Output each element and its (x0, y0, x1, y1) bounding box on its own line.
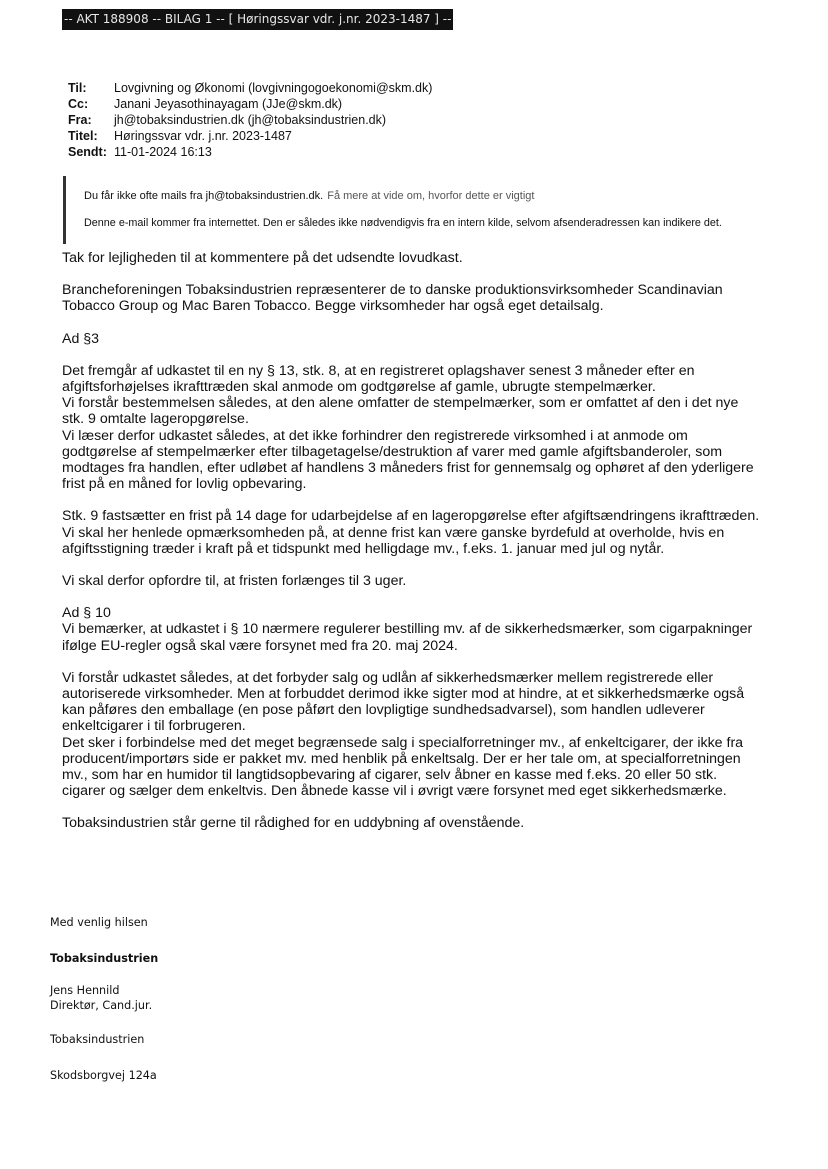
body-sentence: Vi forstår bestemmelsen således, at den alene omfatter de stempelmærker, som er omfattet af den i det nye stk. 9 omtalte lageropgørelse. (62, 395, 739, 428)
header-cc (68, 96, 342, 112)
header-to (68, 80, 432, 96)
notice-text: Du får ikke ofte mails fra jh@tobaksindustrien.dk. (84, 190, 324, 202)
body-paragraph (62, 363, 762, 493)
notice-bar (63, 176, 66, 244)
notice-line-2: Denne e-mail kommer fra internettet. Den er således ikke nødvendigvis fra en intern kilde, selvom afsenderadressen kan indikere det. (84, 217, 722, 229)
section-heading: Ad § 10 (62, 605, 111, 622)
header-from (68, 112, 386, 128)
header-title (68, 128, 292, 144)
body-sentence: Vi bemærker, at udkastet i § 10 nærmere regulerer bestilling mv. af de sikkerhedsmærker, som cigarpakninger ifølge EU-regler også skal være forsynet med fra 20. maj 2024. (62, 621, 753, 654)
body-paragraph (62, 670, 762, 800)
title-label: Titel: (68, 129, 98, 143)
signature-org: Tobaksindustrien (50, 1033, 145, 1046)
body-paragraph: Tobaksindustrien står gerne til rådighed for en uddybning af ovenstående. (62, 815, 525, 832)
title-value: Høringssvar vdr. j.nr. 2023-1487 (114, 129, 292, 143)
from-label: Fra: (68, 113, 92, 127)
notice-link[interactable]: Få mere at vide om, hvorfor dette er vigtigt (327, 190, 535, 202)
to-label: Til: (68, 81, 87, 95)
cc-value: Janani Jeyasothinayagam (JJe@skm.dk) (114, 97, 343, 111)
to-value: Lovgivning og Økonomi (lovgivningogoekonomi@skm.dk) (114, 81, 433, 95)
body-paragraph (62, 605, 762, 654)
body-sentence: Vi læser derfor udkastet således, at det ikke forhindrer den registrerede virksomhed i at anmode om godtgørelse af stempelmærker efter tilbagetagelse/destruktion af varer med gamle afgiftsbanderoler, som modtages fra handlen, efter udløbet af handlens 3 måneders frist for gennemsalg og ophøret af den yderligere frist på en måned for lovlig opbevaring. (62, 427, 754, 493)
document-banner: -- AKT 188908 -- BILAG 1 -- [ Høringssvar vdr. j.nr. 2023-1487 ] -- (62, 9, 453, 30)
body-sentence: Vi forstår udkastet således, at det forbyder salg og udlån af sikkerhedsmærker mellem registrerede eller autoriserede virksomheder. Men at forbuddet derimod ikke sigter mod at hindre, at et sikkerhedsmærke også kan påføres den emballage (en pose påført den lovpligtige sundhedsadvarsel), som handlen udleverer enkeltcigarer i til forbrugeren. (62, 669, 745, 735)
section-heading: Ad §3 (62, 330, 100, 347)
body-paragraph: Vi skal derfor opfordre til, at fristen forlænges til 3 uger. (62, 573, 407, 590)
body-sentence: Det sker i forbindelse med det meget begrænsede salg i specialforretninger mv., af enkeltcigarer, der ikke fra producent/importørs side er pakket mv. med henblik på enkeltsalg. Der er her tale om, at specialforretningen mv., som har en humidor til langtidsopbevaring af cigarer, selv åbner en kasse med f.eks. 20 eller 50 stk. cigarer og sælger dem enkeltvis. Den åbnede kasse vil i øvrigt være forsynet med eget sikkerhedsmærke. (62, 734, 744, 800)
body-paragraph: Brancheforeningen Tobaksindustrien repræsenterer de to danske produktionsvirksomheder Scandinavian Tobacco Group og Mac Baren Tobacco. Begge virksomheder har også eget detailsalg. (62, 282, 723, 315)
body-sentence: Det fremgår af udkastet til en ny § 13, stk. 8, at en registreret oplagshaver senest 3 måneder efter en afgiftsforhøjelses ikrafttræden skal anmode om godtgørelse af gamle, ubrugte stempelmærker. (62, 362, 695, 396)
signature-greeting: Med venlig hilsen (50, 916, 148, 929)
notice-line-1 (84, 190, 534, 202)
body-paragraph: Tak for lejligheden til at kommentere på det udsendte lovudkast. (62, 250, 463, 266)
signature-name: Jens Hennild (50, 984, 120, 997)
sent-label: Sendt: (68, 145, 107, 159)
from-value: jh@tobaksindustrien.dk (jh@tobaksindustrien.dk) (114, 113, 387, 127)
sent-value: 11-01-2024 16:13 (114, 145, 212, 159)
header-sent (68, 144, 212, 160)
signature-role: Direktør, Cand.jur. (50, 999, 153, 1012)
signature-org-bold: Tobaksindustrien (50, 952, 159, 965)
cc-label: Cc: (68, 97, 89, 111)
email-body (62, 250, 762, 848)
body-paragraph: Stk. 9 fastsætter en frist på 14 dage for udarbejdelse af en lageropgørelse efter afgiftsændringens ikrafttræden. Vi skal her henlede opmærksomheden på, at denne frist kan være ganske byrdefuld at overholde, hvis en afgiftsstigning træder i kraft på et tidspunkt med helligdage mv., f.eks. 1. januar med jul og nytår. (62, 508, 760, 557)
signature-address: Skodsborgvej 124a (50, 1069, 157, 1082)
